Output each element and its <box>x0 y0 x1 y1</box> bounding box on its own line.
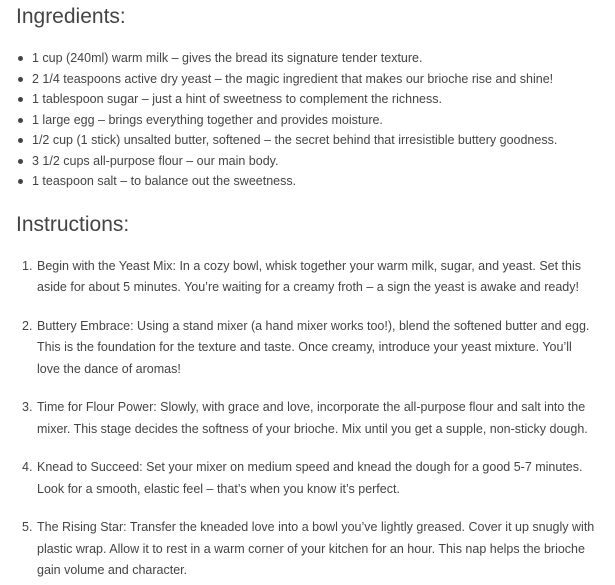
instructions-list <box>16 256 607 582</box>
ingredient-text: 2 1/4 teaspoons active dry yeast – the magic ingredient that makes our brioche rise and shine! <box>32 71 554 86</box>
instruction-step <box>22 256 607 299</box>
step-line: This is the foundation for the texture and taste. Once creamy, introduce your yeast mixture. You’ll <box>37 340 572 354</box>
ingredient-text: 1 large egg – brings everything together and provides moisture. <box>32 112 383 127</box>
step-line: Time for Flour Power: Slowly, with grace and love, incorporate the all-purpose flour and salt into the <box>37 400 586 414</box>
ingredient-item <box>32 69 607 90</box>
ingredient-item <box>32 151 607 172</box>
step-line: love the dance of aromas! <box>37 361 181 376</box>
ingredient-item <box>32 171 607 192</box>
step-line: The Rising Star: Transfer the kneaded love into a bowl you’ve lightly greased. Cover it up snugly with <box>37 520 595 534</box>
instruction-step <box>22 457 607 500</box>
ingredient-item <box>32 48 607 69</box>
instruction-step <box>22 316 607 381</box>
ingredient-item <box>32 89 607 110</box>
bullet-icon <box>18 118 23 123</box>
ingredient-text: 1 teaspoon salt – to balance out the sweetness. <box>32 174 297 188</box>
ingredient-text: 1 tablespoon sugar – just a hint of sweetness to complement the richness. <box>32 92 442 106</box>
bullet-icon <box>18 179 23 184</box>
step-line: gain volume and character. <box>37 563 188 577</box>
bullet-icon <box>18 138 23 143</box>
bullet-icon <box>18 56 23 61</box>
step-line: plastic wrap. Allow it to rest in a warm corner of your kitchen for an hour. This nap helps the brioche <box>37 541 585 556</box>
ingredient-item <box>32 130 607 151</box>
ingredient-text: 3 1/2 cups all-purpose flour – our main body. <box>32 153 279 168</box>
step-number: 1. <box>22 258 33 273</box>
step-number: 2. <box>22 318 33 333</box>
ingredients-list <box>16 48 607 192</box>
instruction-step <box>22 397 607 440</box>
ingredient-text: 1/2 cup (1 stick) unsalted butter, softened – the secret behind that irresistible buttery goodness. <box>32 133 558 147</box>
step-line: Knead to Succeed: Set your mixer on medium speed and knead the dough for a good 5-7 minutes. <box>37 460 583 474</box>
bullet-icon <box>18 159 23 164</box>
step-line: Look for a smooth, elastic feel – that’s when you know it’s perfect. <box>37 481 400 496</box>
step-line: Buttery Embrace: Using a stand mixer (a hand mixer works too!), blend the softened butter and egg. <box>37 318 590 333</box>
bullet-icon <box>18 97 23 102</box>
bullet-icon <box>18 77 23 82</box>
step-number: 5. <box>22 520 33 534</box>
ingredients-heading: Ingredients: <box>16 5 126 28</box>
instructions-heading: Instructions: <box>16 212 130 236</box>
step-line: mixer. This stage decides the softness of your brioche. Mix until you get a supple, non-sticky dough. <box>37 421 588 436</box>
ingredient-text: 1 cup (240ml) warm milk – gives the bread its signature tender texture. <box>32 51 423 65</box>
step-number: 3. <box>22 400 33 414</box>
ingredient-item <box>32 110 607 131</box>
step-number: 4. <box>22 460 33 474</box>
step-line: aside for about 5 minutes. You’re waiting for a creamy froth – a sign the yeast is awake and ready! <box>37 280 579 294</box>
step-line: Begin with the Yeast Mix: In a cozy bowl, whisk together your warm milk, sugar, and yeast. Set this <box>37 258 582 273</box>
instruction-step <box>22 517 607 582</box>
